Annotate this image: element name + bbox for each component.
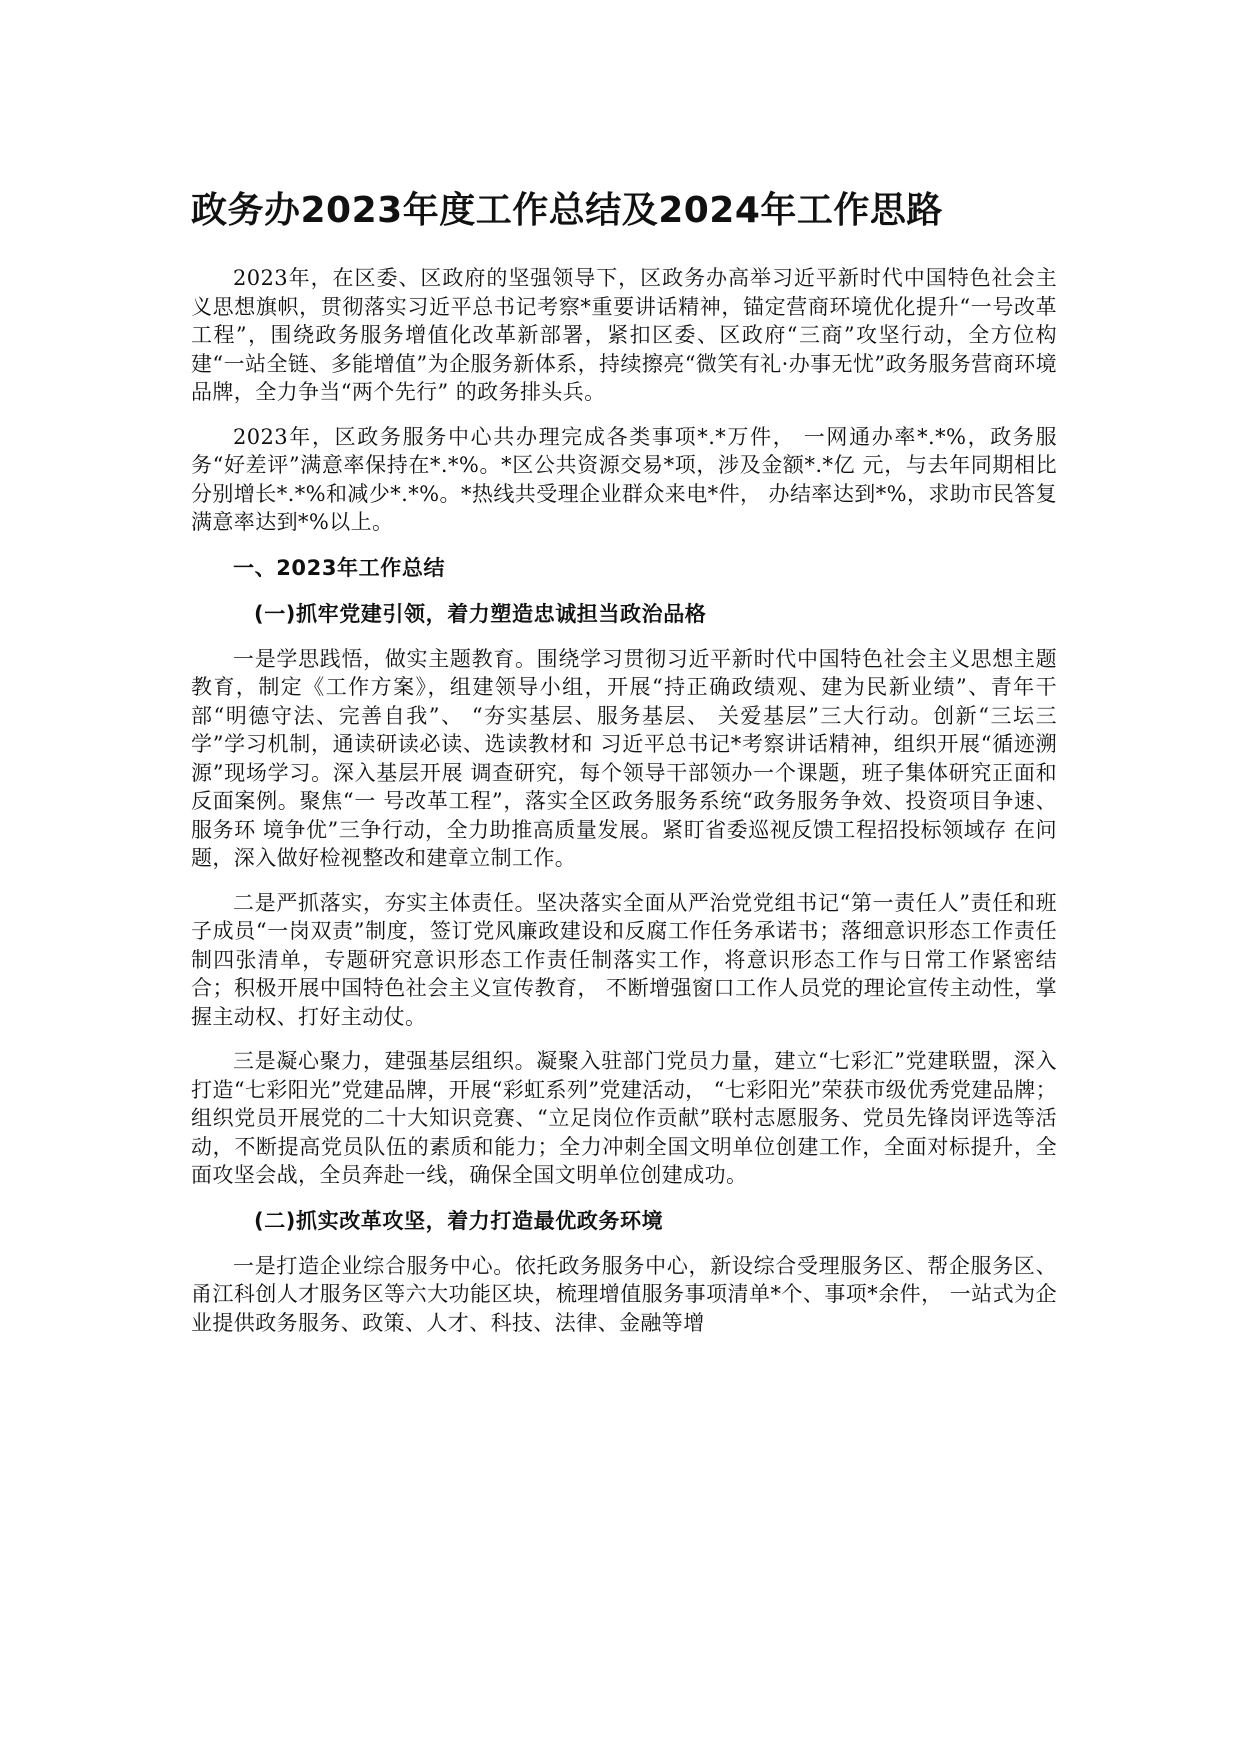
section-heading-2023-summary: 一、2023年工作总结 (233, 555, 446, 580)
document-page (191, 186, 1057, 1353)
body-paragraph: 三是凝心聚力，建强基层组织。凝聚入驻部门党员力量，建立“七彩汇”党建联盟，深入打造“七彩阳光”党建品牌，开展“彩虹系列”党建活动， “七彩阳光”荣获市级优秀党建品牌；组织党员开展党的二十大知识竞赛、“立足岗位作贡献”联村志愿服务、党员先锋岗评选等活动，不断提高党员队伍的素质和能力；全力冲刺全国文明单位创建工作，全面对标提升，全面攻坚会战，全员奔赴一线，确保全国文明单位创建成功。 (191, 1049, 1057, 1187)
subsection-heading-party-building: (一)抓牢党建引领，着力塑造忠诚担当政治品格 (254, 601, 707, 626)
subsection-heading-reform: (二)抓实改革攻坚，着力打造最优政务环境 (254, 1208, 664, 1233)
body-paragraph: 一是学思践悟，做实主题教育。围绕学习贯彻习近平新时代中国特色社会主义思想主题教育，制定《工作方案》，组建领导小组，开展“持正确政绩观、建为民新业绩”、青年干部“明德守法、完善自我”、 “夯实基层、服务基层、 关爱基层”三大行动。创新“三坛三学”学习机制，通读研读必读、选读教材和 习近平总书记*考察讲话精神，组织开展“循迹溯源”现场学习。深入基层开展 调查研究，每个领导干部领办一个课题，班子集体研究正面和反面案例。聚焦“一 号改革工程”，落实全区政务服务系统“政务服务争效、投资项目争速、服务环 境争优”三争行动，全力助推高质量发展。紧盯省委巡视反馈工程招投标领域存 在问题，深入做好检视整改和建章立制工作。 (191, 646, 1057, 870)
document-title: 政务办2023年度工作总结及2024年工作思路 (191, 190, 943, 231)
intro-paragraph-1: 2023年，在区委、区政府的坚强领导下，区政务办高举习近平新时代中国特色社会主义思想旗帜，贯彻落实习近平总书记考察*重要讲话精神，锚定营商环境优化提升“一号改革工程”，围绕政务服务增值化改革新部署，紧扣区委、区政府“三商”攻坚行动，全方位构建“一站全链、多能增值”为企服务新体系，持续擦亮“微笑有礼·办事无忧”政务服务营商环境品牌，全力争当“两个先行” 的政务排头兵。 (191, 266, 1057, 404)
intro-paragraph-2: 2023年，区政务服务中心共办理完成各类事项*.*万件， 一网通办率*.*%，政务服务“好差评”满意率保持在*.*%。*区公共资源交易*项，涉及金额*.*亿 元，与去年同期相比分别增长*.*%和减少*.*%。*热线共受理企业群众来电*件， 办结率达到*%，求助市民答复满意率达到*%以上。 (191, 424, 1057, 534)
body-paragraph: 一是打造企业综合服务中心。依托政务服务中心，新设综合受理服务区、帮企服务区、甬江科创人才服务区等六大功能区块，梳理增值服务事项清单*个、事项*余件， 一站式为企业提供政务服务、政策、人才、科技、法律、金融等增 (191, 1253, 1057, 1335)
body-paragraph: 二是严抓落实，夯实主体责任。坚决落实全面从严治党党组书记“第一责任人”责任和班子成员“一岗双责”制度，签订党风廉政建设和反腐工作任务承诺书；落细意识形态工作责任制四张清单，专题研究意识形态工作责任制落实工作，将意识形态工作与日常工作紧密结合；积极开展中国特色社会主义宣传教育， 不断增强窗口工作人员党的理论宣传主动性，掌握主动权、打好主动仗。 (191, 890, 1057, 1029)
